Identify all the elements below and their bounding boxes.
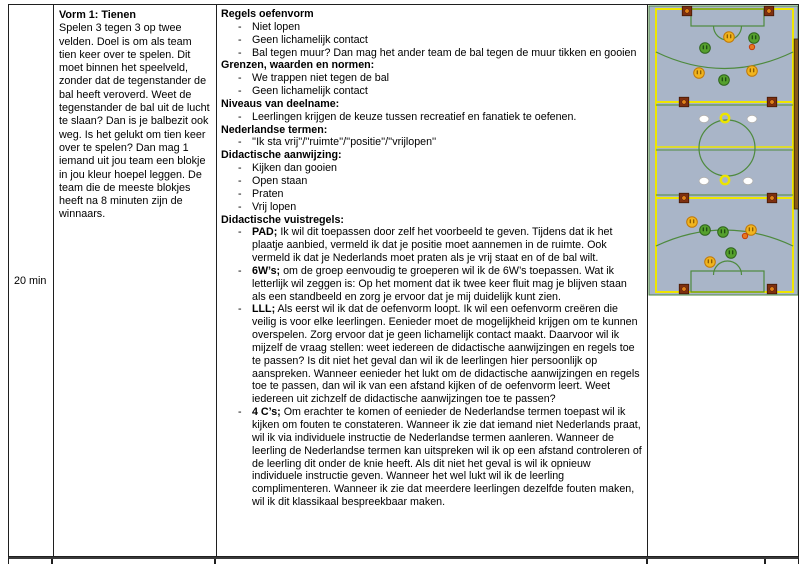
player-body	[687, 217, 698, 228]
rule-text: LLL; Als eerst wil ik dat de oefenvorm loopt. Ik wil een oefenvorm creëren die veilig is voor elke leerlingen. Eenieder moet de mogelijkheid krijgen om te kunnen overspelen. Zorg ervoor dat je geen lichamelijk contact maakt. Daarvoor wil ik mijzelf de vraag stellen: weet iedereen de didactische aanwijzingen en regels toe te passen? Is dit niet het geval dan wil ik de leerlingen hier persoonlijk op aanspreken. Wanneer eenieder het lukt om de didactische aanwijzingen en regels toe te passen, dan wil ik van een afstand kijken of de oefenvorm leert. Weet iedereen uit zichzelf de didactische aanwijzingen toe te passen?	[252, 303, 640, 406]
player-token-green	[749, 33, 760, 44]
list-item	[221, 406, 642, 509]
list-item	[221, 303, 642, 406]
section-didactische-aanwijzing	[221, 149, 642, 213]
list-item	[221, 226, 642, 265]
exercise-description-cell	[53, 5, 216, 556]
mat-dot	[682, 196, 686, 200]
bench-icon	[794, 39, 798, 209]
list-item: - Geen lichamelijk contact	[238, 33, 368, 46]
player-token-green	[718, 227, 729, 238]
rule-lead: 6W’s;	[252, 264, 281, 277]
diagram-cell	[647, 5, 798, 556]
list-item: - Bal tegen muur? Dan mag het ander team de bal tegen de muur tikken en gooien	[238, 46, 637, 59]
player-token-green	[700, 225, 711, 236]
section-didactische-vuistregels	[221, 214, 642, 509]
rule-text: PAD; Ik wil dit toepassen door zelf het voorbeeld te geven. Tijdens dat ik het plaatje aanbied, vermeld ik dat je positie moet aannemen in de ruimte. Ook vermeld ik dat je Nederlands moet praten als je vrij staat en of de bal wilt.	[252, 226, 613, 265]
list-item: - Praten	[238, 187, 284, 200]
rule-lead: 4 C’s;	[252, 406, 281, 419]
bullet-dash: -	[238, 200, 242, 213]
bullet-dash: -	[238, 46, 242, 59]
list-item: - ''Ik sta vrij''/''ruimte''/''positie''/''vrijlopen''	[238, 136, 437, 149]
bullet-dash: -	[238, 85, 242, 98]
mat-dot	[770, 196, 774, 200]
column-divider	[214, 559, 216, 564]
section-heading: Nederlandse termen:	[221, 123, 328, 136]
list-item: - Open staan	[238, 174, 308, 187]
bullet-dash: -	[238, 406, 242, 419]
section-heading: Didactische vuistregels:	[221, 213, 344, 226]
bullet-dash: -	[238, 226, 242, 239]
duration-label: 20 min	[14, 274, 47, 287]
section-nederlandse-termen	[221, 124, 642, 150]
mat-dot	[682, 287, 686, 291]
player-token-green	[700, 43, 711, 54]
player-token-green	[719, 75, 730, 86]
bullet-dash: -	[238, 174, 242, 187]
court-diagram	[648, 5, 798, 297]
white-hoop-icon	[699, 177, 709, 184]
time-cell	[9, 5, 53, 556]
player-body	[746, 225, 757, 236]
ball-icon	[749, 44, 754, 49]
player-body	[700, 225, 711, 236]
bullet-dash: -	[238, 162, 242, 175]
bullet-dash: -	[238, 72, 242, 85]
list-item: - Geen lichamelijk contact	[238, 85, 368, 98]
section-heading: Grenzen, waarden en normen:	[221, 59, 375, 72]
player-body	[747, 66, 758, 77]
player-token-yellow	[746, 225, 757, 236]
list-item: - We trappen niet tegen de bal	[238, 72, 390, 85]
player-token-yellow	[724, 32, 735, 43]
column-divider	[646, 559, 648, 564]
white-hoop-icon	[743, 177, 753, 184]
bullet-dash: -	[238, 303, 242, 316]
list-item: - Vrij lopen	[238, 200, 297, 213]
list-item: - Niet lopen	[238, 20, 301, 33]
white-hoop-icon	[747, 115, 757, 122]
mat-dot	[770, 287, 774, 291]
rule-lead: PAD;	[252, 226, 278, 239]
table-row	[8, 4, 799, 557]
player-token-yellow	[687, 217, 698, 228]
exercise-body: Spelen 3 tegen 3 op twee velden. Doel is om als team tien keer over te spelen. Dit moet binnen het speelveld, zonder dat de tegenstander de bal heeft veroverd. Weet de tegenstander de bal uit de lucht te slaan? Dan is je balbezit ook weg. Is het gelukt om tien keer over te spelen? Dan mag 1 iemand uit jou team een blokje in jou kleur hoepel leggen. De team die de meeste blokjes heeft na 8 minuten zijn de winnaars.	[59, 22, 210, 221]
player-body	[700, 43, 711, 54]
section-niveaus-van-deelname	[221, 98, 642, 124]
player-token-green	[726, 248, 737, 259]
bullet-dash: -	[238, 110, 242, 123]
exercise-title: Vorm 1: Tienen	[59, 9, 136, 21]
section-heading: Regels oefenvorm	[221, 8, 314, 20]
list-item: - Kijken dan gooien	[238, 162, 337, 175]
player-body	[749, 33, 760, 44]
player-body	[705, 257, 716, 268]
section-heading: Didactische aanwijzing:	[221, 149, 342, 162]
bullet-dash: -	[238, 33, 242, 46]
player-body	[718, 227, 729, 238]
rules-cell	[216, 5, 647, 556]
column-divider	[764, 559, 766, 564]
ball-icon	[742, 233, 747, 238]
rule-lead: LLL;	[252, 303, 276, 316]
mat-dot	[767, 9, 771, 13]
list-item: - Leerlingen krijgen de keuze tussen recreatief en fanatiek te oefenen.	[238, 110, 577, 123]
rule-text: 4 C’s; Om erachter te komen of eenieder de Nederlandse termen toepast wil ik kijken om fouten te constateren. Wanneer ik zie dat iemand niet Nederlands praat, wil ik via individuele instructie de Nederlandse termen aanleren. Wanneer de leerling de Nederlandse termen kan uitspreken wil ik op een afstand controleren of de leerling dit onder de knie heeft. Als dit niet het geval is wil ik opnieuw individuele instructie geven. Wanneer het wel lukt wil ik de leerling complimenteren. Wanneer ik zie dat meerdere leerlingen dezelfde fouten maken, wil ik dit klassikaal bespreekbaar maken.	[252, 406, 642, 509]
player-token-yellow	[694, 68, 705, 79]
player-token-yellow	[705, 257, 716, 268]
white-hoop-icon	[699, 115, 709, 122]
bullet-dash: -	[238, 136, 242, 149]
mat-dot	[682, 100, 686, 104]
mat-dot	[770, 100, 774, 104]
rule-text: 6W’s; om de groep eenvoudig te groeperen wil ik de 6W’s toepassen. Wat ik letterlijk wil zeggen is: Op het moment dat ik twee keer fluit mag je blijven staan als een standbeeld en zorg je ervoor dat je mij duidelijk kunt zien.	[252, 264, 627, 303]
next-table-row-partial	[8, 557, 799, 564]
player-body	[724, 32, 735, 43]
list-item	[221, 265, 642, 304]
section-heading: Niveaus van deelname:	[221, 97, 340, 110]
mat-dot	[685, 9, 689, 13]
section-regels-oefenvorm	[221, 8, 642, 59]
bullet-dash: -	[238, 264, 242, 277]
column-divider	[51, 559, 53, 564]
player-token-yellow	[747, 66, 758, 77]
player-body	[694, 68, 705, 79]
bullet-dash: -	[238, 187, 242, 200]
player-body	[726, 248, 737, 259]
section-grenzen-waarden-normen	[221, 59, 642, 98]
bullet-dash: -	[238, 20, 242, 33]
player-body	[719, 75, 730, 86]
